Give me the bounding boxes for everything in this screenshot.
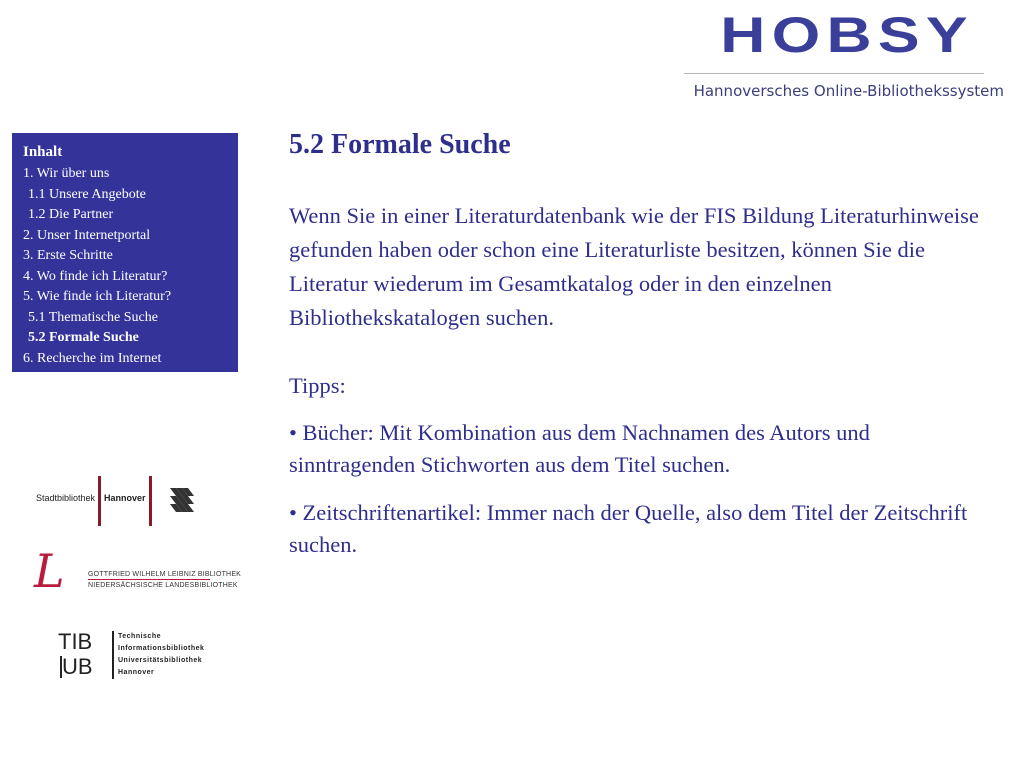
nav-item-formale-suche[interactable]: 5.2 Formale Suche xyxy=(28,330,139,345)
nav-item-recherche-im-internet[interactable]: 6. Recherche im Internet xyxy=(23,350,162,366)
page-title: 5.2 Formale Suche xyxy=(289,129,511,160)
tib-ub-logo xyxy=(58,631,208,683)
gwlb-monogram: L xyxy=(34,544,65,598)
nav-item-die-partner[interactable]: 1.2 Die Partner xyxy=(28,207,114,222)
contents-nav xyxy=(12,133,238,372)
tip-item-books: • Bücher: Mit Kombination aus dem Nachnamen des Autors und sinntragenden Stichworten aus dem Titel suchen. xyxy=(289,420,870,477)
nav-item-unsere-angebote[interactable]: 1.1 Unsere Angebote xyxy=(28,186,146,202)
gwlb-subtitle: NIEDERSÄCHSISCHE LANDESBIBLIOTHEK xyxy=(88,582,238,589)
nav-heading: Inhalt xyxy=(23,144,63,160)
stadtbibliothek-label: Stadtbibliothek xyxy=(36,493,96,503)
hobsy-logo-text: HOBSY xyxy=(720,7,974,63)
tib-line: Universitätsbibliothek xyxy=(118,657,203,664)
stadtbibliothek-logo xyxy=(36,476,206,526)
nav-item-wir-ueber-uns[interactable]: 1. Wir über uns xyxy=(23,166,110,181)
tib-mark: TIB xyxy=(58,629,93,654)
tips-heading: Tipps: xyxy=(289,373,346,398)
main-content xyxy=(289,127,999,561)
nav-item-internetportal[interactable]: 2. Unser Internetportal xyxy=(23,227,151,243)
tip-item-journal-articles: • Zeitschriftenartikel: Immer nach der Quelle, also dem Titel der Zeitschrift suchen. xyxy=(289,500,968,557)
gwlb-name: GOTTFRIED WILHELM LEIBNIZ BIBLIOTHEK xyxy=(88,571,242,578)
gwlb-logo xyxy=(34,544,242,603)
nav-item-wo-finde-ich-literatur[interactable]: 4. Wo finde ich Literatur? xyxy=(23,268,168,284)
tib-divider xyxy=(112,631,114,679)
tib-line: Informationsbibliothek xyxy=(118,645,205,652)
logo-bar xyxy=(98,476,101,526)
tib-line: Technische xyxy=(118,633,161,640)
hannover-label: Hannover xyxy=(104,493,146,503)
tib-line: Hannover xyxy=(118,669,155,676)
nav-item-thematische-suche[interactable]: 5.1 Thematische Suche xyxy=(28,309,158,325)
hobsy-tagline: Hannoversches Online-Bibliothekssystem xyxy=(693,82,1004,100)
logo-bar xyxy=(149,476,152,526)
hobsy-logo xyxy=(664,6,1004,106)
books-icon xyxy=(168,486,198,514)
ub-mark: UB xyxy=(62,654,93,679)
intro-paragraph: Wenn Sie in einer Literaturdatenbank wie der FIS Bildung Literaturhinweise gefunden haben oder schon eine Literaturliste besitzen, können Sie die Literatur wiederum im Gesamtkatalog oder in den einzelnen Bibliothekskatalogen suchen. xyxy=(289,203,979,330)
gwlb-divider xyxy=(88,579,210,580)
nav-item-wie-finde-ich-literatur[interactable]: 5. Wie finde ich Literatur? xyxy=(23,289,172,304)
logo-divider xyxy=(684,73,984,74)
nav-item-erste-schritte[interactable]: 3. Erste Schritte xyxy=(23,248,113,263)
